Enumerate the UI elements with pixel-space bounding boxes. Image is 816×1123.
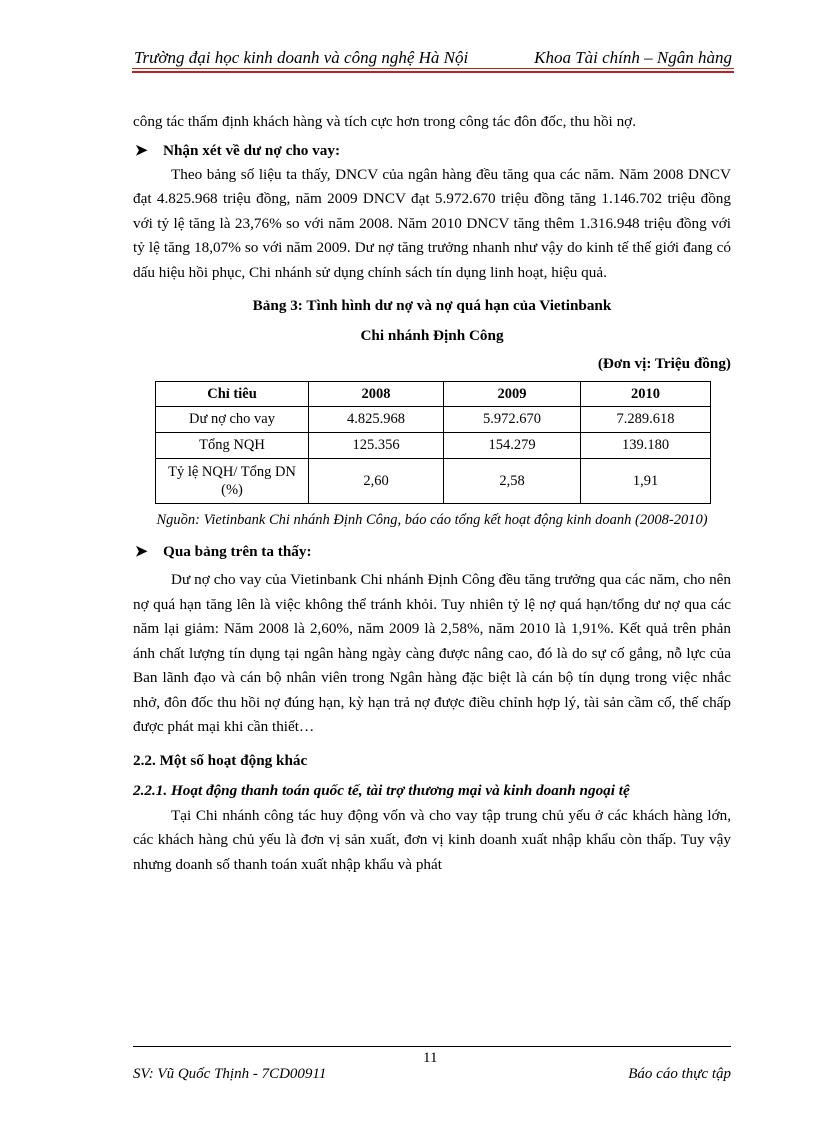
bullet-heading-loans-label: Nhận xét về dư nợ cho vay: — [163, 141, 340, 159]
table-cell: 139.180 — [581, 433, 711, 459]
page-footer — [133, 1050, 731, 1090]
bullet-heading-table — [135, 540, 731, 564]
table-caption-line1: Bảng 3: Tình hình dư nợ và nợ quá hạn của Vietinbank — [252, 297, 612, 314]
table-unit: (Đơn vị: Triệu đồng) — [597, 355, 731, 372]
table-cell: Tỷ lệ NQH/ Tổng DN (%) — [156, 459, 309, 504]
paragraph-analysis: Dư nợ cho vay của Vietinbank Chi nhánh Định Công đều tăng trưởng qua các năm, cho nên nợ quá hạn tăng lên là việc không thể tránh khỏi. Tuy nhiên tỷ lệ nợ quá hạn/tổng dư nợ qua các năm lại giảm: Năm 2008 là 2,60%, năm 2009 là 2,58%, năm 2010 là 1,91%. Kết quả trên phản ánh chất lượng tín dụng tại ngân hàng ngày càng được nâng cao, đó là do sự cố gắng, nỗ lực của Ban lãnh đạo và cán bộ nhân viên trong Ngân hàng đặc biệt là cán bộ tín dụng trong việc nhắc nhở, đôn đốc thu hồi nợ đúng hạn, kỳ hạn trả nợ được điều chỉnh hợp lý, tài sản cầm cố, thế chấp được phát mại khi cần thiết… — [133, 571, 731, 735]
bullet-heading-loans — [135, 139, 731, 163]
table-cell: 1,91 — [581, 459, 711, 504]
bullet-heading-table-label: Qua bảng trên ta thấy: — [163, 543, 312, 560]
table-header-cell: Chỉ tiêu — [156, 382, 309, 407]
page-header — [134, 46, 732, 70]
table-source: Nguồn: Vietinbank Chi nhánh Định Công, báo cáo tổng kết hoạt động kinh doanh (2008-2010) — [156, 512, 708, 528]
table-cell: 2,60 — [309, 459, 444, 504]
table-cell: 154.279 — [444, 433, 581, 459]
footer-rule — [133, 1046, 731, 1047]
table-header-cell: 2009 — [444, 382, 581, 407]
table-cell: 4.825.968 — [309, 407, 444, 433]
table-cell: Tổng NQH — [156, 433, 309, 459]
paragraph-intro: công tác thẩm định khách hàng và tích cực hơn trong công tác đôn đốc, thu hồi nợ. — [133, 113, 636, 130]
table-header-cell: 2010 — [581, 382, 711, 407]
debt-table — [155, 381, 711, 504]
paragraph-international: Tại Chi nhánh công tác huy động vốn và cho vay tập trung chủ yếu ở các khách hàng lớn, các khách hàng chủ yếu là đơn vị sản xuất, đơn vị kinh doanh xuất nhập khẩu còn thấp. Tuy vậy nhưng doanh số thanh toán xuất nhập khẩu và phát — [133, 806, 731, 873]
header-school: Trường đại học kinh doanh và công nghệ Hà Nội — [134, 48, 469, 67]
page-content — [133, 110, 731, 877]
table-cell: 5.972.670 — [444, 407, 581, 433]
subsection-heading: 2.2.1. Hoạt động thanh toán quốc tế, tài trợ thương mại và kinh doanh ngoại tệ — [133, 781, 630, 799]
table-row — [156, 459, 711, 504]
table-cell: 125.356 — [309, 433, 444, 459]
footer-student: SV: Vũ Quốc Thịnh - 7CD00911 — [133, 1066, 327, 1082]
footer-report-type: Báo cáo thực tập — [628, 1066, 731, 1082]
arrow-bullet-icon: ➤ — [135, 141, 148, 159]
table-header-cell: 2008 — [309, 382, 444, 407]
table-cell: Dư nợ cho vay — [156, 407, 309, 433]
table-cell: 2,58 — [444, 459, 581, 504]
header-rule-thick — [132, 71, 734, 73]
header-faculty: Khoa Tài chính – Ngân hàng — [534, 48, 732, 67]
table-cell: 7.289.618 — [581, 407, 711, 433]
arrow-bullet-icon: ➤ — [135, 543, 148, 560]
table-row — [156, 407, 711, 433]
table-caption-line2: Chi nhánh Định Công — [360, 327, 504, 344]
table-row — [156, 433, 711, 459]
section-heading: 2.2. Một số hoạt động khác — [133, 751, 308, 769]
table-header-row — [156, 382, 711, 407]
page-number: 11 — [423, 1050, 438, 1066]
header-rule-thin — [132, 68, 734, 69]
paragraph-loans: Theo bảng số liệu ta thấy, DNCV của ngân hàng đều tăng qua các năm. Năm 2008 DNCV đạt 4.825.968 triệu đồng, năm 2009 DNCV đạt 5.972.670 triệu đồng tăng 1.146.702 triệu đồng với tỷ lệ tăng là 23,76% so với năm 2008. Năm 2010 DNCV tăng thêm 1.316.948 triệu đồng với tỷ lệ tăng 18,07% so với năm 2009. Dư nợ tăng trưởng nhanh như vậy do kinh tế thế giới đang có dấu hiệu hồi phục, Chi nhánh sử dụng chính sách tín dụng linh hoạt, hiệu quả. — [133, 165, 731, 281]
